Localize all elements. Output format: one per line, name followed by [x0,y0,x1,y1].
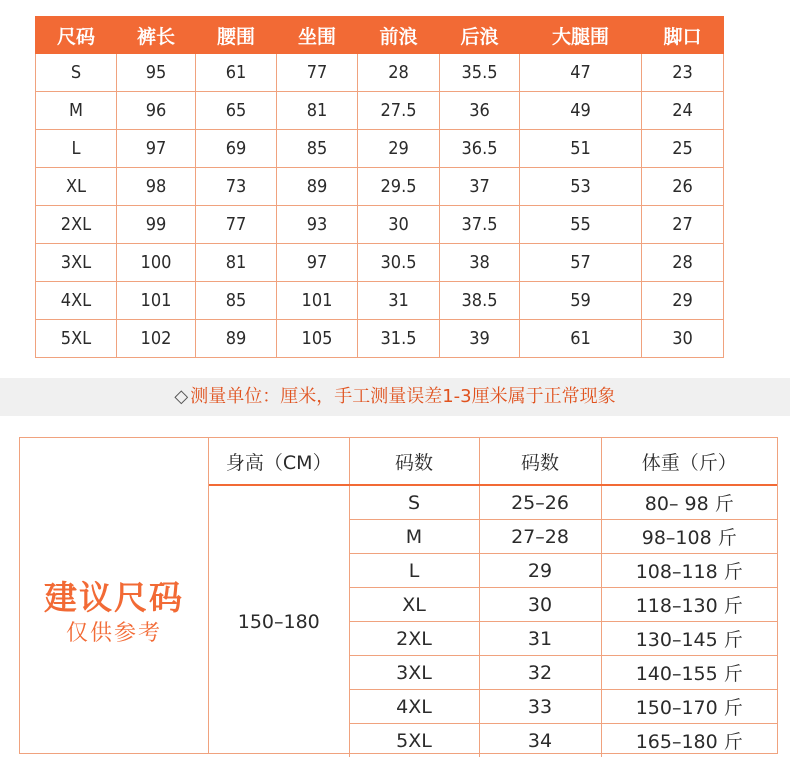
header-pants-length: 裤长 [117,17,196,54]
table-cell: 81 [277,92,358,130]
table-cell: 31 [358,282,440,320]
table-cell: 101 [117,282,196,320]
table-cell: 26 [642,168,724,206]
table-cell: 23 [642,54,724,92]
table-cell: 53 [520,168,642,206]
table-cell: 99 [117,206,196,244]
table-cell: 30.5 [358,244,440,282]
table-row [36,54,724,92]
size-number-cell: 33 [479,690,601,724]
table-cell: 27 [642,206,724,244]
table-cell: 28 [642,244,724,282]
size-number-cell: 30 [479,588,601,622]
table-cell: 102 [117,320,196,358]
table-cell: 69 [196,130,277,168]
size-chart-header-row [36,17,724,54]
size-code-cell: XL [349,588,479,622]
header-waist: 腰围 [196,17,277,54]
header-back-rise: 后浪 [440,17,520,54]
size-number-cell: 29 [479,554,601,588]
header-hip: 坐围 [277,17,358,54]
table-cell: 49 [520,92,642,130]
size-code-cell: 5XL [349,724,479,758]
table-cell: 89 [277,168,358,206]
weight-cell: 108–118 斤 [601,554,777,588]
table-cell: 4XL [36,282,117,320]
table-cell: 61 [196,54,277,92]
table-row [209,485,777,520]
table-cell: 55 [520,206,642,244]
measurement-note-text: 测量单位：厘米，手工测量误差1-3厘米属于正常现象 [190,386,616,407]
table-cell: 81 [196,244,277,282]
size-code-cell: M [349,520,479,554]
table-row [36,320,724,358]
table-cell: 89 [196,320,277,358]
table-cell: 37.5 [440,206,520,244]
header-thigh: 大腿围 [520,17,642,54]
table-cell: 39 [440,320,520,358]
table-cell: 93 [277,206,358,244]
table-row [36,244,724,282]
table-row [36,92,724,130]
size-number-cell: 25–26 [479,485,601,520]
table-cell: 24 [642,92,724,130]
header-front-rise: 前浪 [358,17,440,54]
table-cell: 29 [358,130,440,168]
table-cell: 27.5 [358,92,440,130]
table-row [36,130,724,168]
table-cell: 61 [520,320,642,358]
table-cell: 28 [358,54,440,92]
size-chart-table [35,16,724,358]
table-cell: 101 [277,282,358,320]
size-number-cell: 27–28 [479,520,601,554]
size-number-cell: 34 [479,724,601,758]
table-cell: 37 [440,168,520,206]
diamond-icon: ◇ [174,386,189,407]
table-cell: 35.5 [440,54,520,92]
table-cell: 98 [117,168,196,206]
height-range-cell: 150–180 [209,485,349,757]
table-cell: 2XL [36,206,117,244]
table-cell: XL [36,168,117,206]
size-code-cell: 4XL [349,690,479,724]
weight-cell: 80– 98 斤 [601,485,777,520]
table-cell: 77 [277,54,358,92]
measurement-note [0,378,790,416]
header-leg-opening: 脚口 [642,17,724,54]
table-cell: 25 [642,130,724,168]
size-number-cell: 31 [479,622,601,656]
table-cell: 38.5 [440,282,520,320]
table-row [36,206,724,244]
recommendation-table [209,438,777,757]
recommendation-body [209,485,777,757]
recommendation-title: 建议尺码 [44,578,184,617]
recommendation-label-block [20,438,209,753]
table-cell: 3XL [36,244,117,282]
table-cell: 59 [520,282,642,320]
header-size-code: 码数 [349,438,479,485]
table-cell: 57 [520,244,642,282]
table-cell: 97 [117,130,196,168]
table-cell: 77 [196,206,277,244]
table-cell: 31.5 [358,320,440,358]
table-cell: 51 [520,130,642,168]
weight-cell: 98–108 斤 [601,520,777,554]
table-cell: 29.5 [358,168,440,206]
table-cell: 5XL [36,320,117,358]
table-cell: 96 [117,92,196,130]
size-code-cell: L [349,554,479,588]
table-cell: S [36,54,117,92]
table-cell: 47 [520,54,642,92]
table-cell: 73 [196,168,277,206]
table-cell: M [36,92,117,130]
weight-cell: 118–130 斤 [601,588,777,622]
header-height: 身高（CM） [209,438,349,485]
header-size: 尺码 [36,17,117,54]
table-row [36,282,724,320]
recommendation-panel [19,437,778,754]
header-weight: 体重（斤） [601,438,777,485]
recommendation-header-row [209,438,777,485]
size-chart-body [36,54,724,358]
table-cell: 65 [196,92,277,130]
table-cell: 97 [277,244,358,282]
table-cell: L [36,130,117,168]
table-cell: 30 [642,320,724,358]
table-cell: 29 [642,282,724,320]
table-cell: 105 [277,320,358,358]
table-cell: 36.5 [440,130,520,168]
weight-cell: 165–180 斤 [635,731,743,753]
table-cell: 85 [196,282,277,320]
recommendation-subtitle: 仅供参考 [65,621,162,646]
table-cell: 38 [440,244,520,282]
size-code-cell: 2XL [349,622,479,656]
table-cell: 85 [277,130,358,168]
weight-cell: 150–170 斤 [601,690,777,724]
size-number-cell: 32 [479,656,601,690]
table-cell: 36 [440,92,520,130]
table-cell: 100 [117,244,196,282]
weight-cell: 140–155 斤 [601,656,777,690]
header-size-number: 码数 [479,438,601,485]
table-cell: 95 [117,54,196,92]
table-cell: 30 [358,206,440,244]
size-code-cell: S [349,485,479,520]
table-row [36,168,724,206]
size-code-cell: 3XL [349,656,479,690]
weight-cell: 130–145 斤 [601,622,777,656]
